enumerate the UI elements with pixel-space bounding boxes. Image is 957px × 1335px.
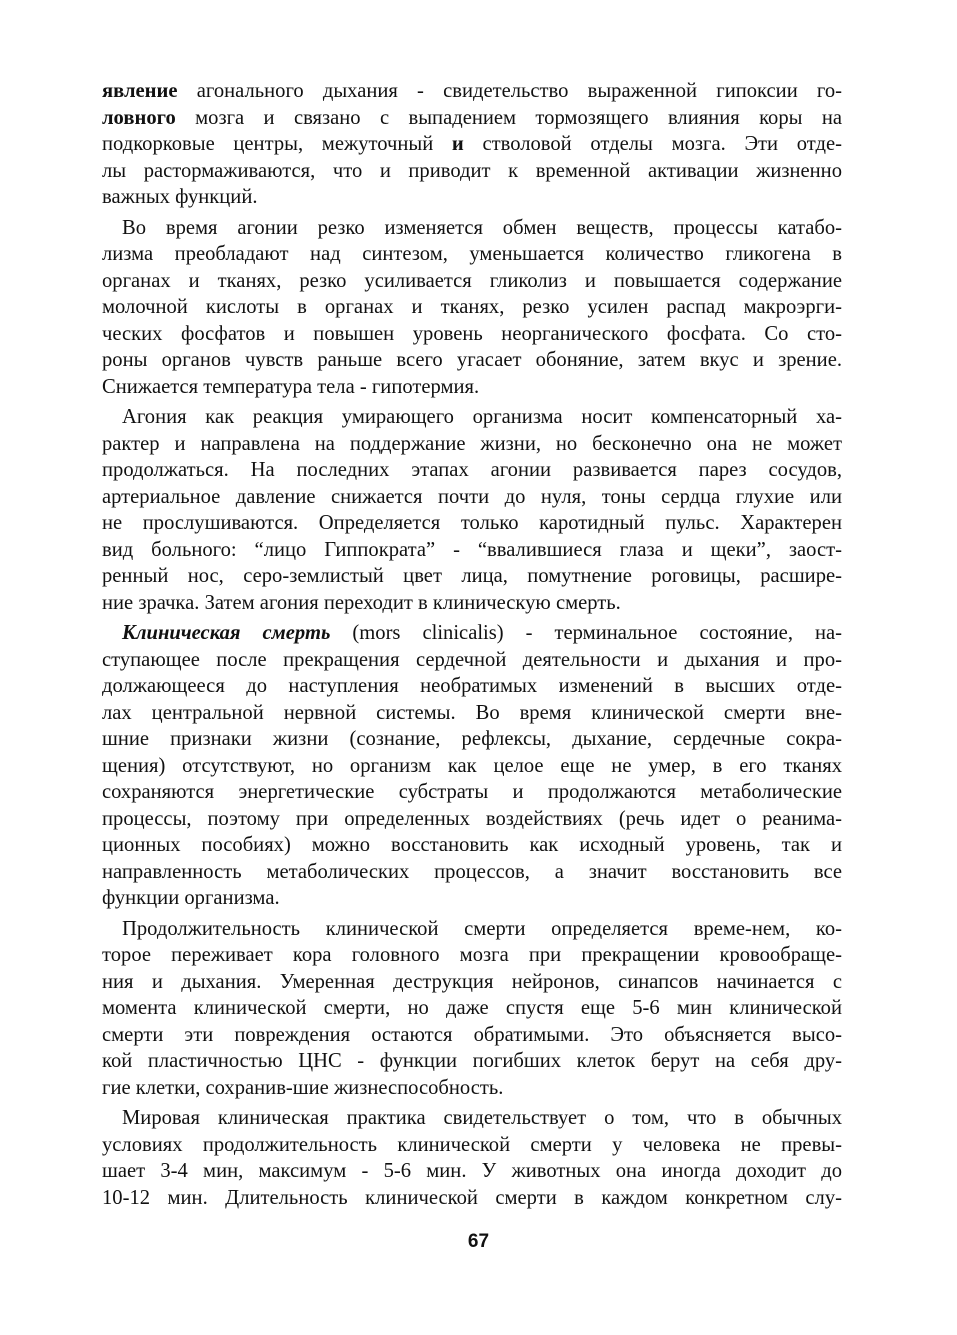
text-line: Во время агонии резко изменяется обмен веществ, процессы катабо- (122, 216, 842, 239)
page-number: 67 (467, 1231, 490, 1252)
text-line: процессы, поэтому при определенных воздействиях (речь идет о реанима- (102, 807, 842, 830)
paragraph-agony-reaction (102, 404, 842, 616)
text-line: органах и тканях, резко усиливается гликолиз и повышается содержание (102, 269, 842, 292)
body-text (102, 78, 842, 1215)
text-line: направленность метаболических процессов, а значит восстановить все (102, 860, 842, 883)
bold-word: явление (102, 80, 178, 102)
term-heading: Клиническая смерть (122, 622, 331, 644)
text-line: роны органов чувств раньше всего угасает обоняние, затем вкус и зрение. (102, 349, 842, 371)
text-line: функции организма. (102, 887, 280, 909)
bold-word: ловного (102, 106, 176, 129)
line-text: стволовой отделы мозга. Эти отде- (463, 133, 842, 155)
line-text: подкорковые центры, межуточный (102, 133, 452, 155)
text-line (102, 620, 842, 647)
text-line: лизма преобладают над синтезом, уменьшается количество гликогена в (102, 243, 842, 265)
text-line: продолжаться. На последних этапах агонии развивается парез сосудов, (102, 459, 842, 481)
bold-word: и (451, 133, 464, 155)
text-line: гие клетки, сохранив-шие жизнеспособность. (102, 1076, 504, 1099)
text-line: Агония как реакция умирающего организма носит компенсаторный ха- (122, 406, 842, 428)
text-line: торое переживает кора головного мозга при прекращении кровообраще- (102, 944, 842, 966)
text-line: щения) отсутствуют, но организм как целое еще не умер, в его тканях (102, 754, 842, 777)
text-line: рактер и направлена на поддержание жизни, но бесконечно она не может (102, 432, 842, 455)
text-line: условиях продолжительность клинической смерти у человека не превы- (102, 1133, 842, 1156)
text-line: 10-12 мин. Длительность клинической смерти в каждом конкретном слу- (102, 1186, 842, 1209)
text-line: важных функций. (102, 186, 258, 208)
text-line: Продолжительность клинической смерти определяется време-нем, ко- (122, 917, 842, 940)
text-line: ческих фосфатов и повышен уровень неорганического фосфата. Со сто- (102, 322, 842, 345)
text-line: вид больного: “лицо Гиппократа” - “ввалившиеся глаза и щеки”, заост- (102, 538, 842, 561)
line-text: агонального дыхания - свидетельство выраженной гипоксии го- (177, 80, 842, 102)
text-line: шние признаки жизни (сознание, рефлексы, дыхание, сердечные сокра- (102, 728, 842, 750)
text-line: ние зрачка. Затем агония переходит в клиническую смерть. (102, 591, 621, 614)
paragraph-clinical-practice (102, 1105, 842, 1211)
text-line (102, 78, 842, 105)
text-line: молочной кислоты в органах и тканях, резко усилен распад макроэрги- (102, 296, 842, 318)
text-line: ния и дыхания. Умеренная деструкция нейронов, синапсов начинается с (102, 970, 842, 993)
text-line (102, 105, 842, 132)
text-line: ренный нос, серо-землистый цвет лица, помутнение роговицы, расшире- (102, 565, 842, 587)
line-text: мозга и связано с выпадением тормозящего влияния коры на (175, 106, 842, 129)
text-line: ционных пособиях) можно восстановить как исходный уровень, так и (102, 834, 842, 856)
text-line: ступающее после прекращения сердечной деятельности и дыхания и про- (102, 648, 842, 671)
text-line: Снижается температура тела - гипотермия. (102, 375, 480, 398)
paragraph-agonal-breathing (102, 78, 842, 211)
text-line: Мировая клиническая практика свидетельствует о том, что в обычных (122, 1107, 842, 1129)
paragraph-agony-metabolism (102, 215, 842, 401)
text-line: сохраняются энергетические субстраты и продолжаются метаболические (102, 781, 842, 803)
text-line: смерти эти повреждения остаются обратимыми. Это объясняется высо- (102, 1023, 842, 1046)
text-line: кой пластичностью ЦНС - функции погибших клеток берут на себя дру- (102, 1050, 842, 1072)
text-line: момента клинической смерти, но даже спустя еще 5-6 мин клинической (102, 997, 842, 1019)
paragraph-duration (102, 916, 842, 1102)
text-line: должающееся до наступления необратимых изменений в высших отде- (102, 675, 842, 697)
text-line (102, 131, 842, 158)
line-text: (mors clinicalis) - терминальное состояние, на- (330, 622, 842, 644)
text-line: не прослушиваются. Определяется только каротидный пульс. Характерен (102, 512, 842, 534)
text-line: лы растормаживаются, что и приводит к временной активации жизненно (102, 159, 842, 182)
paragraph-clinical-death (102, 620, 842, 912)
text-line: артериальное давление снижается почти до нуля, тоны сердца глухие или (102, 485, 842, 508)
text-line: шает 3-4 мин, максимум - 5-6 мин. У животных она иногда доходит до (102, 1160, 842, 1182)
text-line: лах центральной нервной системы. Во время клинической смерти вне- (102, 701, 842, 724)
